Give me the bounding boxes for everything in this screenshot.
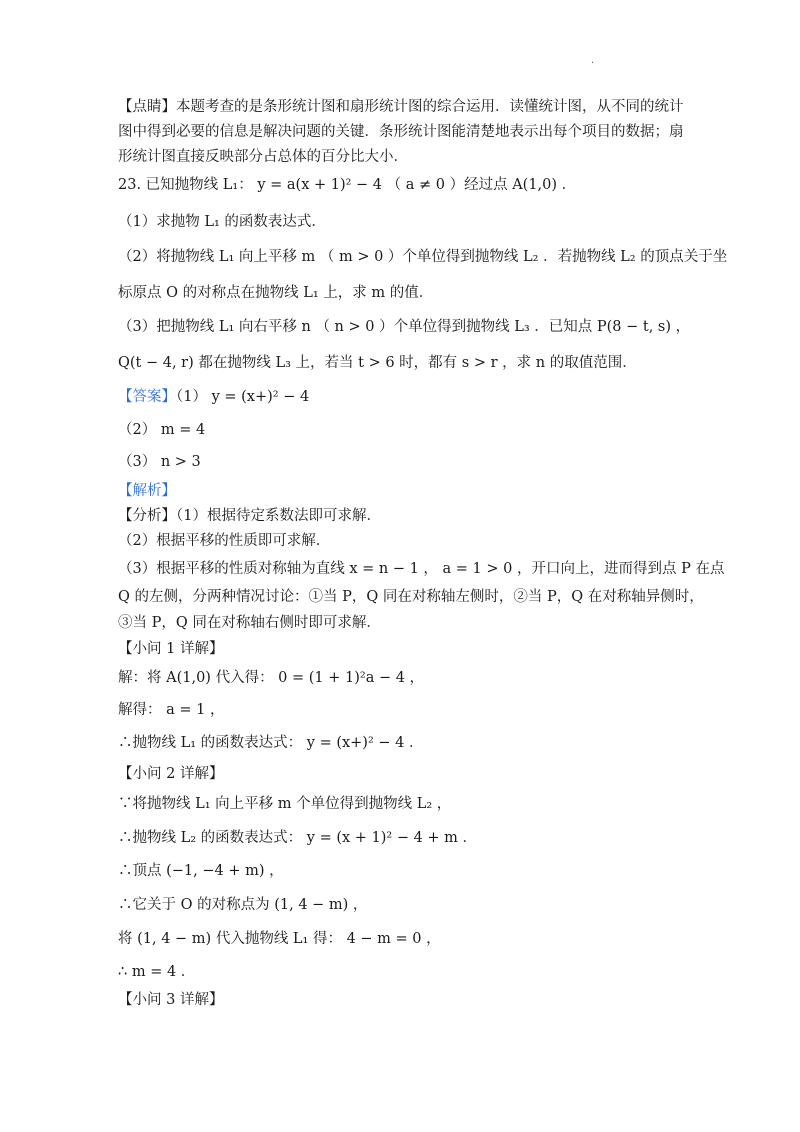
analysis-step-3-line-1: （3）根据平移的性质对称轴为直线 x = n − 1 ， a = 1 > 0 ，开口向上，进而得到点 P 在点 [118,561,725,577]
question-part-3-line-2: Q(t − 4, r) 都在抛物线 L₃ 上，若当 t > 6 时，都有 s > r ，求 n 的取值范围． [118,355,637,371]
detail-2-step-6: ∴ m = 4 ． [118,964,196,980]
answer-2: （2） m = 4 [118,422,206,438]
answer-tag: 【答案】 [118,389,176,405]
detail-2-step-5: 将 (1, 4 − m) 代入抛物线 L₁ 得： 4 − m = 0 ， [118,931,441,947]
analysis-step-3-line-3: ③当 P，Q 同在对称轴右侧时即可求解． [118,615,381,631]
analysis-step-2: （2）根据平移的性质即可求解． [118,533,331,549]
analysis-tag: 【解析】 [118,483,176,499]
detail-2-step-2: ∴抛物线 L₂ 的函数表达式： y = (x + 1)² − 4 + m ． [118,830,478,846]
detail-1-step-2: 解得： a = 1 ， [118,702,225,718]
analysis-step-3-line-2: Q 的左侧，分两种情况讨论：①当 P，Q 同在对称轴左侧时，②当 P，Q 在对称轴异侧时， [118,589,704,605]
answer-3: （3） n > 3 [118,454,201,470]
detail-1-title: 【小问 1 详解】 [118,641,224,657]
detail-1-step-3: ∴抛物线 L₁ 的函数表达式： y = (x+)² − 4 ． [118,735,424,751]
detail-2-step-3: ∴顶点 (−1, −4 + m) ， [118,863,284,879]
commentary-line-3: 形统计图直接反映部分占总体的百分比大小． [118,149,408,165]
detail-2-step-4: ∴它关于 O 的对称点为 (1, 4 − m) ， [118,897,368,913]
question-part-3-line-1: （3）把抛物线 L₁ 向右平移 n （ n > 0 ）个单位得到抛物线 L₃ ．已知点 P(8 − t, s) ， [118,319,691,335]
commentary-line-2: 图中得到必要的信息是解决问题的关键．条形统计图能清楚地表示出每个项目的数据；扇 [118,124,684,140]
question-part-1: （1）求抛物 L₁ 的函数表达式． [118,214,326,230]
analysis-step-1: 【分析】（1）根据待定系数法即可求解． [118,508,381,524]
commentary-line-1: 【点睛】本题考查的是条形统计图和扇形统计图的综合运用．读懂统计图，从不同的统计 [118,99,684,115]
answer-row-1 [118,387,698,407]
detail-1-step-1: 解：将 A(1,0) 代入得： 0 = (1 + 1)²a − 4 ， [118,670,425,686]
question-part-2-line-1: （2）将抛物线 L₁ 向上平移 m （ m > 0 ）个单位得到抛物线 L₂ ．若抛物线 L₂ 的顶点关于坐 [118,249,728,265]
question-part-2-line-2: 标原点 O 的对称点在抛物线 L₁ 上，求 m 的值． [118,285,434,301]
detail-2-title: 【小问 2 详解】 [118,766,224,782]
answer-1: （1） y = (x+)² − 4 [176,389,310,405]
detail-2-step-1: ∵将抛物线 L₁ 向上平移 m 个单位得到抛物线 L₂ ， [118,796,452,812]
detail-3-title: 【小问 3 详解】 [118,992,224,1008]
header-mark: · [591,58,595,69]
question-stem: 23. 已知抛物线 L₁： y = a(x + 1)² − 4 （ a ≠ 0 ）经过点 A(1,0) ． [118,177,577,193]
